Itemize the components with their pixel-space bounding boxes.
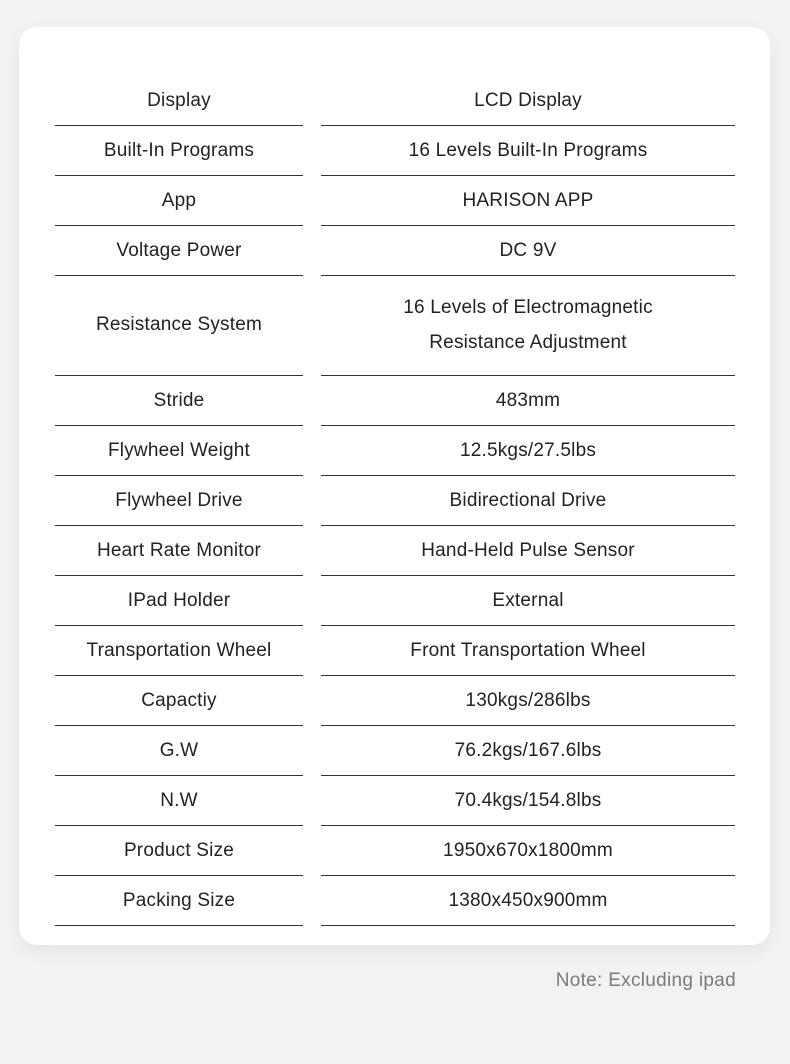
footnote: Note: Excluding ipad	[555, 970, 736, 991]
spec-value: Bidirectional Drive	[321, 476, 735, 526]
spec-row-heart-rate-monitor	[55, 526, 735, 576]
spec-label: N.W	[55, 776, 303, 826]
spec-label: App	[55, 176, 303, 226]
spec-label: Heart Rate Monitor	[55, 526, 303, 576]
spec-value: HARISON APP	[321, 176, 735, 226]
spec-value: DC 9V	[321, 226, 735, 276]
spec-label: Product Size	[55, 826, 303, 876]
spec-row-flywheel-weight	[55, 426, 735, 476]
spec-label: Transportation Wheel	[55, 626, 303, 676]
spec-row-built-in-programs	[55, 126, 735, 176]
spec-value: 130kgs/286lbs	[321, 676, 735, 726]
spec-label: Capactiy	[55, 676, 303, 726]
spec-label: G.W	[55, 726, 303, 776]
spec-row-product-size	[55, 826, 735, 876]
spec-value: 70.4kgs/154.8lbs	[321, 776, 735, 826]
spec-label: Voltage Power	[55, 226, 303, 276]
spec-value: LCD Display	[321, 76, 735, 126]
spec-value: 1380x450x900mm	[321, 876, 735, 926]
spec-row-capacity	[55, 676, 735, 726]
spec-value-line: Resistance Adjustment	[429, 331, 627, 353]
spec-row-app	[55, 176, 735, 226]
spec-label: Flywheel Drive	[55, 476, 303, 526]
spec-label: Display	[55, 76, 303, 126]
spec-row-gross-weight	[55, 726, 735, 776]
spec-value: 16 Levels Built-In Programs	[321, 126, 735, 176]
spec-row-net-weight	[55, 776, 735, 826]
spec-label: Stride	[55, 376, 303, 426]
spec-value: 12.5kgs/27.5lbs	[321, 426, 735, 476]
spec-row-flywheel-drive	[55, 476, 735, 526]
spec-row-resistance-system	[55, 276, 735, 376]
spec-row-packing-size	[55, 876, 735, 926]
spec-value: External	[321, 576, 735, 626]
spec-label: Built-In Programs	[55, 126, 303, 176]
spec-table	[55, 76, 735, 926]
spec-row-ipad-holder	[55, 576, 735, 626]
spec-row-voltage-power	[55, 226, 735, 276]
spec-value	[321, 276, 735, 376]
spec-value: Front Transportation Wheel	[321, 626, 735, 676]
spec-label: Packing Size	[55, 876, 303, 926]
spec-value: Hand-Held Pulse Sensor	[321, 526, 735, 576]
spec-value: 483mm	[321, 376, 735, 426]
spec-label: Resistance System	[55, 276, 303, 376]
spec-label: Flywheel Weight	[55, 426, 303, 476]
spec-row-transportation-wheel	[55, 626, 735, 676]
spec-row-display	[55, 76, 735, 126]
spec-value-line: 16 Levels of Electromagnetic	[403, 296, 653, 318]
spec-label: IPad Holder	[55, 576, 303, 626]
spec-value: 1950x670x1800mm	[321, 826, 735, 876]
spec-value: 76.2kgs/167.6lbs	[321, 726, 735, 776]
spec-card	[19, 27, 770, 945]
spec-row-stride	[55, 376, 735, 426]
